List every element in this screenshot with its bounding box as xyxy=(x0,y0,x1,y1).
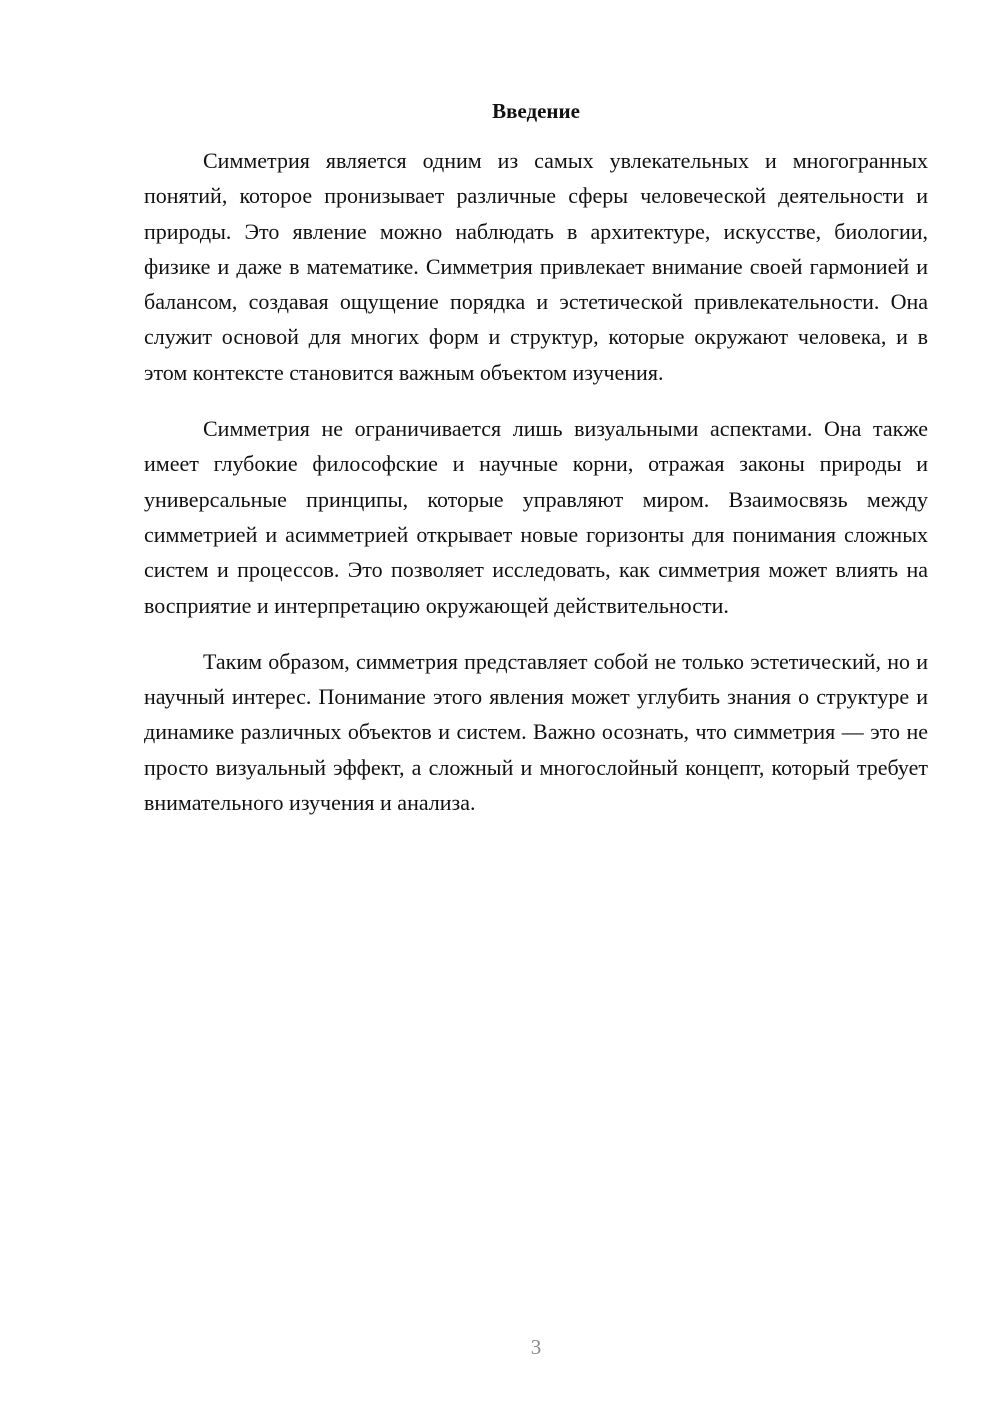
section-title: Введение xyxy=(492,99,580,123)
page-number: 3 xyxy=(530,1335,542,1359)
paragraph-1: Симметрия является одним из самых увлекательных и многогранных понятий, которое пронизывает различные сферы человеческой деятельности и природы. Это явление можно наблюдать в архитектуре, искусстве, биологии, физике и даже в математике. Симметрия привлекает внимание своей гармонией и балансом, создавая ощущение порядка и эстетической привлекательности. Она служит основой для многих форм и структур, которые окружают человека, и в этом контексте становится важным объектом изучения. xyxy=(144,148,928,385)
paragraph-3: Таким образом, симметрия представляет собой не только эстетический, но и научный интерес. Понимание этого явления может углубить знания о структуре и динамике различных объектов и систем. Важно осознать, что симметрия — это не просто визуальный эффект, а сложный и многослойный концепт, который требует внимательного изучения и анализа. xyxy=(144,648,928,816)
paragraph-2: Симметрия не ограничивается лишь визуальными аспектами. Она также имеет глубокие философские и научные корни, отражая законы природы и универсальные принципы, которые управляют миром. Взаимосвязь между симметрией и асимметрией открывает новые горизонты для понимания сложных систем и процессов. Это позволяет исследовать, как симметрия может влиять на восприятие и интерпретацию окружающей действительности. xyxy=(144,416,928,618)
body-text xyxy=(144,143,928,841)
